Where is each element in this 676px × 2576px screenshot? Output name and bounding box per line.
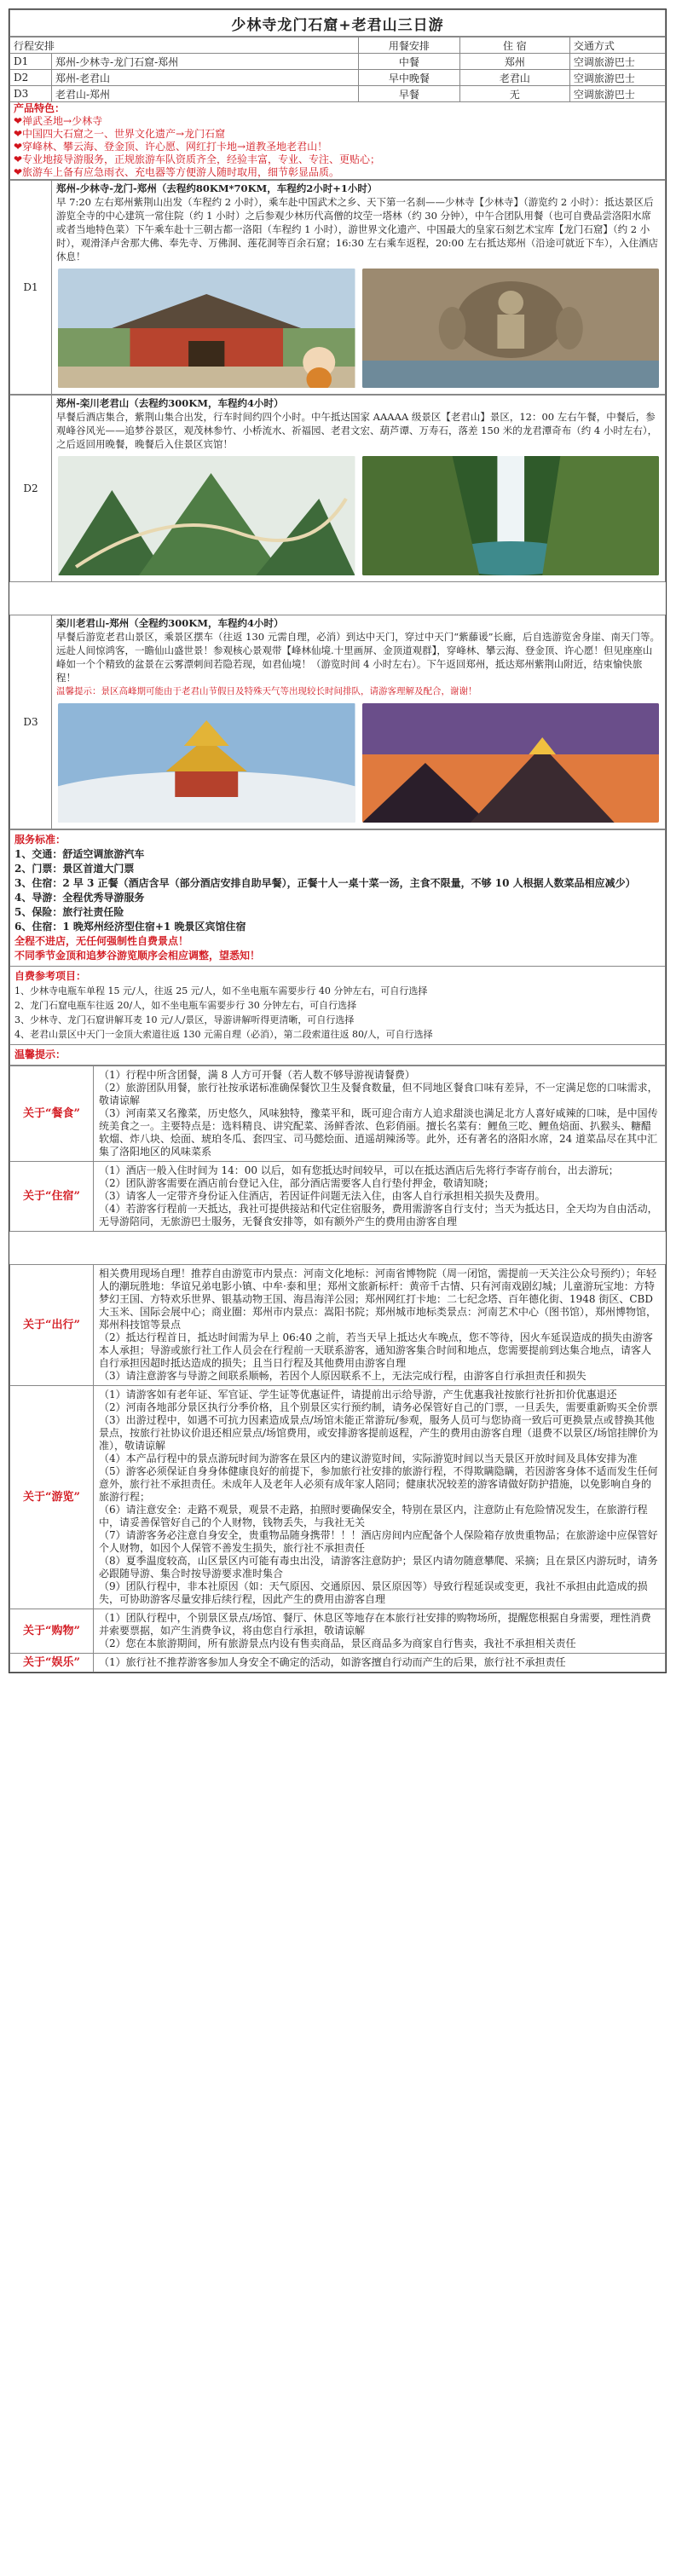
day-label: D1 <box>10 181 52 395</box>
schedule-meals: 中餐 <box>358 54 459 70</box>
itinerary-document <box>9 9 667 1673</box>
service-item: 1、交通：舒适空调旅游汽车 <box>14 848 145 860</box>
feature-item: ❤禅武圣地→少林寺 <box>14 115 103 127</box>
laojun-mountain-trail-photo <box>58 456 355 575</box>
schedule-transport: 空调旅游巴士 <box>569 86 665 102</box>
self-pay-item: 3、少林寺、龙门石窟讲解耳麦 10 元/人/景区，导游讲解听得更清晰，可自行选择 <box>14 1014 355 1025</box>
note-item: （6）请注意安全：走路不观景，观景不走路，拍照时要确保安全，特别在景区内，注意防止有危险情况发生，在旅游行程中，请妥善保管好自己的个人财物，钱物丢失，与我社无关 <box>99 1504 648 1528</box>
note-item: （2）团队游客需要在酒店前台登记入住，部分酒店需要客人自行垫付押金，敬请知晓； <box>99 1177 494 1189</box>
day-description: 早餐后游览老君山景区，乘景区摆车（往返 130 元需自理，必消）到达中天门，穿过中天门“紫藤谖”长廊，后自选游览舍身崖、南天门等。远赴人间惊鸿客，一瞻仙山盛世景！参观核心景观带【峰林仙境.十里画屏、金顶道观群】，穿峰林、攀云海、登金顶、许心愿！但见座座山峰如一个个精致的盆景在云雾漂刺间若隐若现，如君仙境！（游览时间 4 小时左右）。下午返回郑州，抵达郑州紫荆山附近，结束愉快旅程！ <box>56 631 661 684</box>
schedule-row <box>10 54 666 70</box>
self-pay-item: 1、少林寺电瓶车单程 15 元/人，往返 25 元/人，如不坐电瓶车需要步行 40 分钟左右，可自行选择 <box>14 985 428 996</box>
note-item: （8）夏季温度较高，山区景区内可能有毒虫出没，请游客注意防护；景区内请勿随意攀爬、采摘；且在景区内游玩时，请务必跟随导游、集合时按导游要求准时集合 <box>99 1555 658 1580</box>
feature-item: ❤旅游车上备有应急雨衣、充电器等方便游人随时取用，细节彰显品质。 <box>14 166 340 178</box>
page-gap <box>9 582 666 615</box>
notes-table <box>9 1066 666 1232</box>
note-item: （2）旅游团队用餐，旅行社按承诺标准确保餐饮卫生及餐食数量，但不同地区餐食口味有差异，不一定满足您的口味需求，敬请谅解 <box>99 1082 658 1106</box>
service-item: 2、门票：景区首道大门票 <box>14 863 135 875</box>
service-item: 6、住宿：1 晚郑州经济型住宿+1 晚景区宾馆住宿 <box>14 921 246 933</box>
notes-label: 温馨提示： <box>10 1045 666 1066</box>
grottoes-image-icon <box>362 269 660 388</box>
longmen-grottoes-photo <box>362 269 660 388</box>
schedule-header-stay: 住 宿 <box>459 38 569 54</box>
note-item: （3）河南菜又名豫菜，历史悠久，风味独特，豫菜平和，既可迎合南方人追求甜淡也满足北方人喜好咸辣的口味，是中国传统美食之一。主要特点是：选料精良、讲究配菜、汤鲜香浓、色彩俏丽。擅长名菜有：鲤鱼三吃、鲤鱼焙面、扒猴头、糖醋软熘、炸八块、烩面、琥珀冬瓜、套四宝、司马懿烩面、逍遥胡辣汤等。此外，还有著名的洛阳水席，24 道菜品尽在其中汇集了洛阳地区的风味菜系 <box>99 1107 658 1158</box>
schedule-stay: 无 <box>459 86 569 102</box>
notes-row-meals <box>10 1066 666 1162</box>
schedule-stay: 老君山 <box>459 70 569 86</box>
note-item: （3）请注意游客与导游之间联系顺畅，若因个人原因联系不上，无法完成行程，由游客自行承担责任和损失 <box>99 1370 586 1382</box>
day-content <box>52 396 666 582</box>
notes-category: 关于“餐食” <box>10 1066 94 1162</box>
notes-category: 关于“游览” <box>10 1386 94 1609</box>
schedule-transport: 空调旅游巴士 <box>569 70 665 86</box>
note-item: （3）出游过程中，如遇不可抗力因素造成景点/场馆未能正常游玩/参观，服务人员可与您协商一致后可更换景点或替换其他景点，按旅行社协议价退还相应景点/场馆费用，或安排游客提前返程，产生的费用由游客自理（退费不以景区/场馆挂牌价为准），敬请谅解 <box>99 1414 659 1452</box>
itinerary-table <box>9 9 666 37</box>
note-item: （3）请客人一定带齐身份证入住酒店，若因证件问题无法入住，由客人自行承担相关损失及费用。 <box>99 1190 546 1202</box>
schedule-meals: 早中晚餐 <box>358 70 459 86</box>
sunset-image-icon <box>362 703 660 823</box>
day-description: 早餐后酒店集合，紫荆山集合出发，行车时间约四个小时。中午抵达国家 AAAAA 级景区【老君山】景区，12：00 左右午餐，中餐后，参观峰谷风光——追梦谷景区，观茂林参竹、小桥流水、祈福园、老君文宏、葫芦谭、万寿石，落差 150 米的龙君潭奇布（约 4 小时左右），之后返回用晚餐，晚餐后入住景区宾馆！ <box>56 411 658 450</box>
schedule-transport: 空调旅游巴士 <box>569 54 665 70</box>
day-images <box>53 451 664 580</box>
schedule-header-route: 行程安排 <box>10 38 359 54</box>
notes-items <box>94 1386 666 1609</box>
notes-row-stay <box>10 1162 666 1232</box>
golden-summit-temple-photo <box>58 703 355 823</box>
day-3-block <box>9 615 666 829</box>
note-item: （1）团队行程中，个别景区景点/场馆、餐厅、休息区等地存在本旅行社安排的购物场所，提醒您根据自身需要，理性消费并索要票据，如产生消费争议，将由您自行承担，敬请谅解 <box>99 1612 651 1637</box>
notes-items <box>94 1609 666 1654</box>
temple-image-icon <box>58 269 355 388</box>
day-heading: 郑州-栾川老君山（去程约300KM，车程约4小时） <box>56 397 284 409</box>
dream-valley-waterfall-photo <box>362 456 660 575</box>
day-tip: 温馨提示：景区高峰期可能由于老君山节假日及特殊天气等出现较长时间排队，请游客理解及配合，谢谢！ <box>56 686 477 696</box>
service-item: 3、住宿：2 早 3 正餐（酒店含早（部分酒店安排自助早餐），正餐十人一桌十菜一汤，主食不限量，不够 10 人根据人数菜品相应减少） <box>14 877 636 889</box>
day-label: D2 <box>10 396 52 582</box>
features-label: 产品特色： <box>14 102 66 114</box>
notes-items <box>94 1654 666 1672</box>
note-item: （1）酒店一般入住时间为 14：00 以后，如有您抵达时间较早，可以在抵达酒店后先将行李寄存前台，出去游玩； <box>99 1164 619 1176</box>
schedule-meals: 早餐 <box>358 86 459 102</box>
note-item: （2）您在本旅游期间，所有旅游景点内设有售卖商品，景区商品多为商家自行售卖，我社不承担相关责任 <box>99 1637 576 1649</box>
note-item: （1）旅行社不推荐游客参加人身安全不确定的活动，如游客擅自行动而产生的后果，旅行社不承担责任 <box>99 1656 566 1668</box>
note-item: （5）游客必须保证自身身体健康良好的前提下，参加旅行社安排的旅游行程，不得欺瞒隐瞒，若因游客身体不适而发生任何意外，旅行社不承担责任。未成年人及老年人必须有成年家人陪同；健康状况较差的游客请做好防护措施，以免影响自身的旅游行程； <box>99 1465 658 1503</box>
notes-row-entertainment <box>10 1654 666 1672</box>
day-1-block <box>9 180 666 395</box>
notes-row-travel <box>10 1265 666 1386</box>
day-heading: 栾川老君山-郑州（全程约300KM，车程约4小时） <box>56 617 284 629</box>
schedule-route: 老君山-郑州 <box>52 86 359 102</box>
service-item: 5、保险：旅行社责任险 <box>14 906 124 918</box>
service-standard-block <box>9 829 666 1066</box>
day-content <box>52 181 666 395</box>
page-title: 少林寺龙门石窟+老君山三日游 <box>10 10 666 37</box>
schedule-route: 郑州-老君山 <box>52 70 359 86</box>
self-pay-item: 4、老君山景区中天门一金顶大索道往返 130 元需自理（必消），第二段索道往返 80/人，可自行选择 <box>14 1029 433 1040</box>
notes-category: 关于“住宿” <box>10 1162 94 1232</box>
summit-sunset-photo <box>362 703 660 823</box>
note-item: （4）本产品行程中的景点游玩时间为游客在景区内的建议游览时间，实际游览时间以当天景区开放时间及具体安排为准 <box>99 1453 638 1464</box>
day-content <box>52 615 666 829</box>
notes-category: 关于“出行” <box>10 1265 94 1386</box>
service-notice: 不同季节金顶和追梦谷游览顺序会相应调整，望悉知！ <box>14 950 261 962</box>
schedule-day: D2 <box>10 70 52 86</box>
page-gap <box>9 1232 666 1264</box>
schedule-header-meals: 用餐安排 <box>358 38 459 54</box>
schedule-route: 郑州-少林寺-龙门石窟-郑州 <box>52 54 359 70</box>
service-label: 服务标准： <box>14 834 66 846</box>
mountain-image-icon <box>58 456 355 575</box>
schedule-row <box>10 70 666 86</box>
summit-image-icon <box>58 703 355 823</box>
feature-item: ❤穿峰林、攀云海、登金顶、许心愿、网红打卡地→道教圣地老君山！ <box>14 141 328 153</box>
note-item: （1）请游客如有老年证、军官证、学生证等优惠证件，请提前出示给导游，产生优惠我社按旅行社折扣价优惠退还 <box>99 1389 617 1401</box>
product-features <box>10 102 666 180</box>
schedule-stay: 郑州 <box>459 54 569 70</box>
self-pay-items <box>10 967 666 1045</box>
notes-items <box>94 1162 666 1232</box>
day-2-block <box>9 395 666 582</box>
notes-items <box>94 1066 666 1162</box>
note-item: 相关费用现场自理！推荐自由游览市内景点：河南文化地标：河南省博物院（周一闭馆，需提前一天关注公众号预约）；年轻人的潮玩胜地：华谊兄弟电影小镇、中牟·泰和里；郑州文旅新标杆：黄帝千古情、只有河南戏剧幻城；儿童游玩宝地：方特梦幻王国、方特欢乐世界、银基动物王国、海昌海洋公园；郑州网红打卡地：二七纪念塔、百年德化街、1948 街区、CBD 大玉米、国际会展中心；商业圈：郑州市内景点：嵩阳书院；郑州城市地标类景点：河南艺术中心（图书馆），郑州博物馆，郑州科技馆等景点 <box>99 1268 657 1331</box>
schedule-day: D1 <box>10 54 52 70</box>
note-item: （9）团队行程中，非本社原因（如：天气原因、交通原因、景区原因等）导致行程延误或变更，我社不承担由此造成的损失，可协助游客尽量安排后续行程，因此产生的费用由游客自理 <box>99 1580 648 1605</box>
notes-row-touring <box>10 1386 666 1609</box>
feature-item: ❤专业地接导游服务，正规旅游车队资质齐全，经验丰富，专业、专注、更贴心； <box>14 153 381 165</box>
day-description: 早 7:20 左右郑州紫荆山出发（车程约 2 小时），乘车赴中国武术之乡、天下第一名刹——少林寺【少林寺】（游览约 2 小时）：抵达景区后游览全寺的中心建筑一常住院（约 1 小时）之后参观少林历代高僧的坟茔一塔林（约 30 分钟），中午合团队用餐（也可自费品尝洛阳水席或者当地特色菜）下午乘车赴十三朝古都一洛阳（车程约 1 小时），游世界文化遗产、中国最大的皇家石刻艺术宝库【龙门石窟】（约 2 小时），观滑泽卢舍那大佛、奉先寺、万佛洞、莲花洞等百余石窟；16:30 左右乘车返程，20:00 左右抵达郑州（沿途可就近下车），入住酒店休息！ <box>56 196 659 263</box>
note-item: （2）河南各地部分景区执行分季价格，且个别景区实行预约制，请务必保管好自己的门票，一旦丢失，需要重新购买全价票 <box>99 1401 658 1413</box>
day-images <box>53 698 664 828</box>
note-item: （2）抵达行程首日，抵达时间需为早上 06:40 之前，若当天早上抵达火车晚点，您不等待，因火车延误造成的损失由游客本人承担；导游或旅行社工作人员会在行程前一天联系游客，通知游客集合时间和地点，您需要提前到达集合地点，请客人自行承担因超时抵达造成的损失；且当日行程及其他费用由游客自理 <box>99 1331 653 1369</box>
note-item: （4）若游客行程前一天抵达，我社可提供接站和代定住宿服务，费用需游客自行支付；当天为抵达日，全天均为自由活动，无导游陪同，无旅游巴士服务，无餐食安排等，如有额外产生的费用由游客自理 <box>99 1203 658 1227</box>
self-pay-label: 自费参考项目： <box>14 970 87 982</box>
notes-row-shopping <box>10 1609 666 1654</box>
note-item: （1）行程中所含团餐，满 8 人方可开餐（若人数不够导游视请餐费） <box>99 1069 415 1081</box>
service-standard <box>10 830 666 967</box>
day-label: D3 <box>10 615 52 829</box>
waterfall-image-icon <box>362 456 660 575</box>
self-pay-item: 2、龙门石窟电瓶车往返 20/人，如不坐电瓶车需要步行 30 分钟左右，可自行选择 <box>14 1000 357 1011</box>
note-item: （7）请游客务必注意自身安全，贵重物品随身携带！！！酒店房间内应配备个人保险箱存放贵重物品；在旅游途中应保管好个人财物，如因个人保管不善发生损失，旅行社不承担责任 <box>99 1529 658 1554</box>
day-heading: 郑州-少林寺-龙门-郑州（去程约80KM*70KM，车程约2小时+1小时） <box>56 182 378 194</box>
notes-category: 关于“购物” <box>10 1609 94 1654</box>
schedule-row <box>10 86 666 102</box>
feature-item: ❤中国四大石窟之一、世界文化遗产→龙门石窟 <box>14 128 226 140</box>
service-notice: 全程不进店，无任何强制性自费景点！ <box>14 935 189 947</box>
notes-table-continued <box>9 1264 666 1672</box>
notes-category: 关于“娱乐” <box>10 1654 94 1672</box>
schedule-header-transport: 交通方式 <box>569 38 665 54</box>
service-item: 4、导游：全程优秀导游服务 <box>14 892 145 904</box>
shaolin-temple-photo <box>58 269 355 388</box>
schedule-day: D3 <box>10 86 52 102</box>
schedule-table <box>9 37 666 180</box>
day-images <box>53 263 664 393</box>
notes-items <box>94 1265 666 1386</box>
